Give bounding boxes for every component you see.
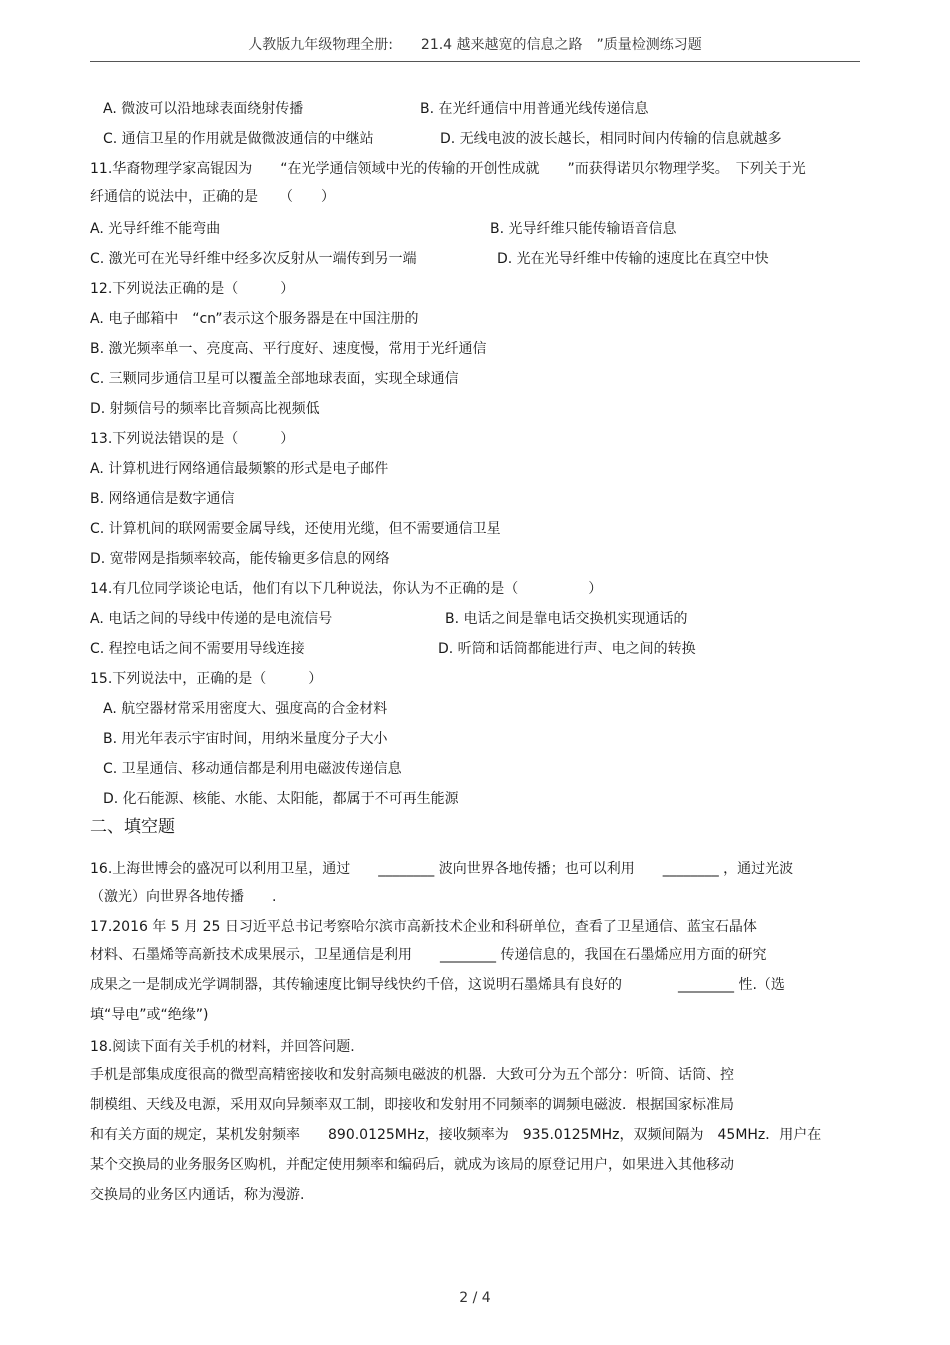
q11-option-c: C. 激光可在光导纤维中经多次反射从一端传到另一端 (90, 251, 417, 267)
q10-option-b: B. 在光纤通信中用普通光线传递信息 (420, 101, 649, 117)
q17-line2: 材料、石墨烯等高新技术成果展示，卫星通信是利用 ________ 传递信息的，我国在石墨烯应用方面的研究 (90, 947, 767, 963)
page-number: 2 / 4 (459, 1290, 491, 1306)
q15-option-c: C. 卫星通信、移动通信都是利用电磁波传递信息 (103, 761, 402, 777)
q13-option-a: A. 计算机进行网络通信最频繁的形式是电子邮件 (90, 461, 389, 477)
q15-option-b: B. 用光年表示宇宙时间，用纳米量度分子大小 (103, 731, 388, 747)
q10-option-a: A. 微波可以沿地球表面绕射传播 (103, 101, 304, 117)
q18-stem: 18.阅读下面有关手机的材料，并回答问题. (90, 1039, 355, 1055)
q10-option-c: C. 通信卫星的作用就是做微波通信的中继站 (103, 131, 374, 147)
q18-paragraph-line3: 和有关方面的规定，某机发射频率 890.0125MHz，接收频率为 935.0125MHz，双频间隔为 45MHz．用户在 (90, 1127, 822, 1143)
q17-line4: 填“导电”或“绝缘”) (90, 1007, 209, 1023)
q12-option-b: B. 激光频率单一、亮度高、平行度好、速度慢，常用于光纤通信 (90, 341, 487, 357)
q14-stem: 14.有几位同学谈论电话，他们有以下几种说法，你认为不正确的是（ ） (90, 581, 603, 597)
q11-option-a: A. 光导纤维不能弯曲 (90, 221, 221, 237)
q11-option-d: D. 光在光导纤维中传输的速度比在真空中快 (497, 251, 769, 267)
header-divider (90, 61, 860, 62)
q18-paragraph-line1: 手机是部集成度很高的微型高精密接收和发射高频电磁波的机器．大致可分为五个部分：听筒、话筒、控 (90, 1067, 734, 1083)
section-title-fill-in: 二、填空题 (90, 817, 175, 837)
q11-option-b: B. 光导纤维只能传输语音信息 (490, 221, 677, 237)
q15-stem: 15.下列说法中，正确的是（ ） (90, 671, 323, 687)
q13-option-b: B. 网络通信是数字通信 (90, 491, 235, 507)
q16-line1: 16.上海世博会的盛况可以利用卫星，通过 ________ 波向世界各地传播；也可以利用 ________ ，通过光波 (90, 861, 794, 877)
q13-option-d: D. 宽带网是指频率较高，能传输更多信息的网络 (90, 551, 390, 567)
q17-line3: 成果之一是制成光学调制器，其传输速度比铜导线快约千倍，这说明石墨烯具有良好的 ________ 性.（选 (90, 977, 785, 993)
q17-line1: 17.2016 年 5 月 25 日习近平总书记考察哈尔滨市高新技术企业和科研单位，查看了卫星通信、蓝宝石晶体 (90, 919, 757, 935)
q14-option-d: D. 听筒和话筒都能进行声、电之间的转换 (438, 641, 696, 657)
q12-option-c: C. 三颗同步通信卫星可以覆盖全部地球表面，实现全球通信 (90, 371, 459, 387)
q11-stem-line1: 11.华裔物理学家高锟因为 “在光学通信领域中光的传输的开创性成就 ”而获得诺贝尔物理学奖。 下列关于光 (90, 161, 806, 177)
q14-option-a: A. 电话之间的导线中传递的是电流信号 (90, 611, 333, 627)
q13-stem: 13.下列说法错误的是（ ） (90, 431, 295, 447)
q10-option-d: D. 无线电波的波长越长，相同时间内传输的信息就越多 (440, 131, 782, 147)
q12-option-a: A. 电子邮箱中 “cn”表示这个服务器是在中国注册的 (90, 311, 419, 327)
q11-stem-line2: 纤通信的说法中，正确的是 （ ） (90, 189, 335, 205)
q13-option-c: C. 计算机间的联网需要金属导线，还使用光缆，但不需要通信卫星 (90, 521, 501, 537)
q12-option-d: D. 射频信号的频率比音频高比视频低 (90, 401, 320, 417)
q14-option-b: B. 电话之间是靠电话交换机实现通话的 (445, 611, 688, 627)
q18-paragraph-line4: 某个交换局的业务服务区购机，并配定使用频率和编码后，就成为该局的原登记用户，如果进入其他移动 (90, 1157, 734, 1173)
q18-paragraph-line2: 制模组、天线及电源，采用双向异频率双工制，即接收和发射用不同频率的调频电磁波．根据国家标准局 (90, 1097, 734, 1113)
q15-option-a: A. 航空器材常采用密度大、强度高的合金材料 (103, 701, 388, 717)
q15-option-d: D. 化石能源、核能、水能、太阳能，都属于不可再生能源 (103, 791, 459, 807)
q12-stem: 12.下列说法正确的是（ ） (90, 281, 295, 297)
q14-option-c: C. 程控电话之间不需要用导线连接 (90, 641, 305, 657)
page-header: 人教版九年级物理全册: 21.4 越来越宽的信息之路 ”质量检测练习题 (248, 37, 702, 53)
q18-paragraph-line5: 交换局的业务区内通话，称为漫游. (90, 1187, 305, 1203)
q16-line2: （激光）向世界各地传播 . (90, 889, 277, 905)
